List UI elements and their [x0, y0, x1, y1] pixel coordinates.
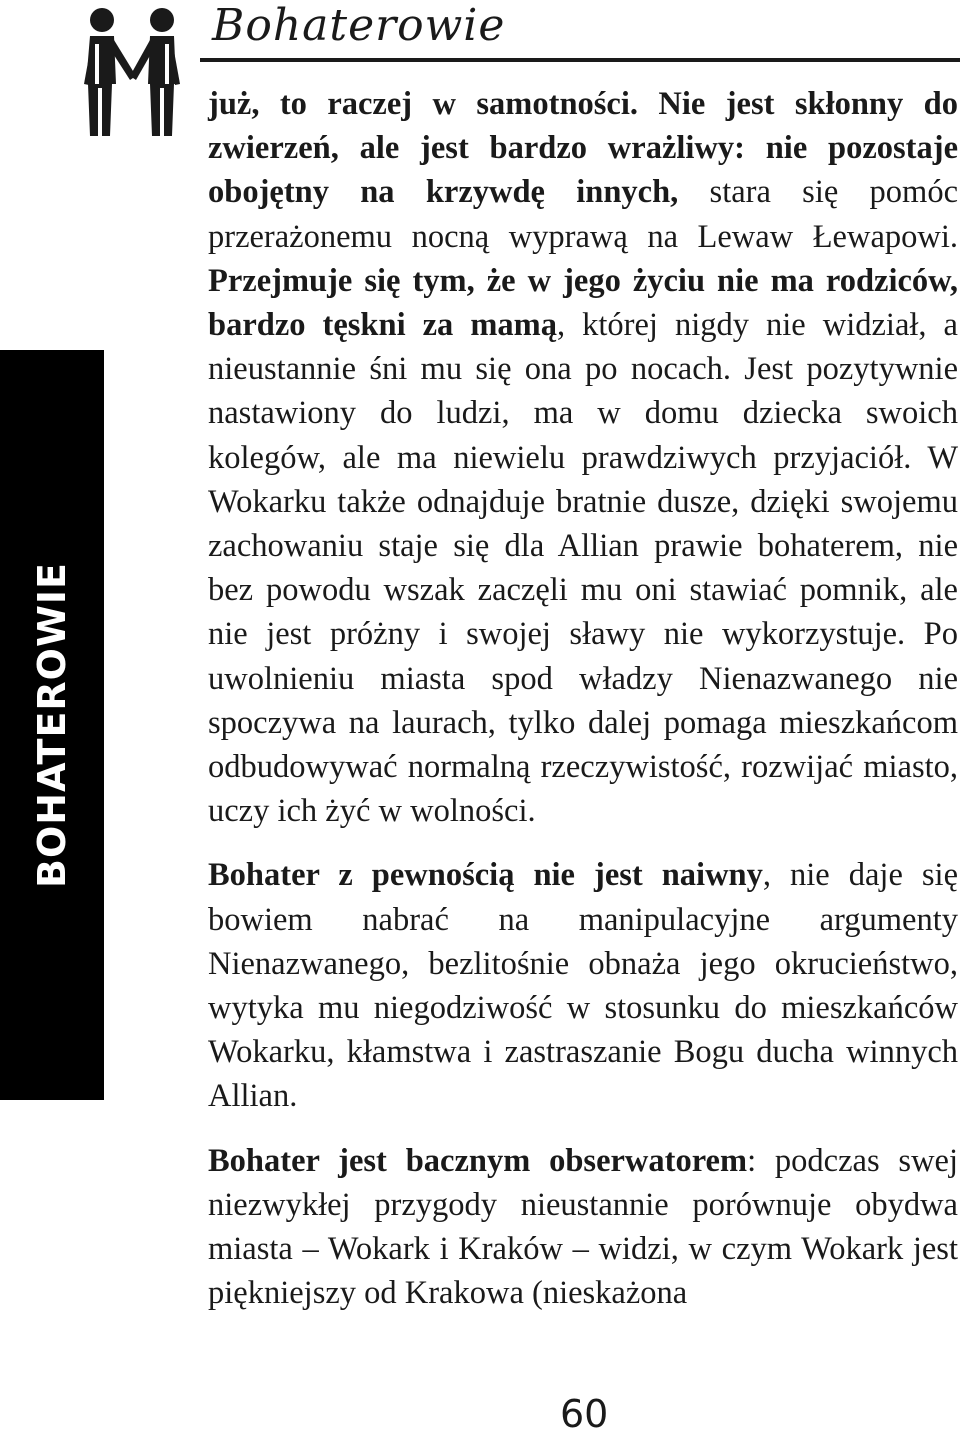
text-segment: Bohater z pewnością nie jest naiwny — [208, 857, 763, 894]
text-segment: , której nigdy nie widział, a nieustannie śni mu się ona po nocach. Jest pozytywnie nastawiony do ludzi, ma w domu dziecka swoich kolegów, ale ma niewielu prawdziwych przyjaciół. W Wokarku także odnajduje bratnie dusze, dzięki swojemu zachowaniu staje się dla Allian prawie bohaterem, nie bez powodu wszak zaczęli mu oni stawiać pomnik, ale nie jest próżny i swojej sławy nie wykorzystuje. Po uwolnieniu miasta spod władzy Nienazwanego nie spoczywa na laurach, tylko dalej pomaga mieszkańcom odbudowywać normalną rzeczywistość, rozwijać miasto, uczy ich żyć w wolności. — [208, 307, 958, 830]
text-segment: , nie daje się bowiem nabrać na manipulacyjne argumenty Nienazwanego, bezlitośnie obnaża jego okrucieństwo, wytyka mu niegodziwość w stosunku do mieszkańców Wokarku, kłamstwa i zastraszanie Bogu ducha winnych Allian. — [208, 857, 958, 1115]
paragraph-1 — [208, 82, 958, 833]
text-segment: stara się pomóc przerażonemu nocną wyprawą na Lewaw Łewapowi. — [208, 174, 958, 255]
text-segment: już, to raczej w samotności. Nie jest skłonny do zwierzeń, ale jest bardzo wrażliwy: nie pozostaje obojętny na krzywdę innych, — [208, 86, 958, 211]
header-rule — [200, 58, 960, 62]
paragraph-3 — [208, 1139, 958, 1316]
side-tab-label: BOHATEROWIE — [30, 562, 74, 888]
text-segment: Bohater jest bacznym obserwatorem — [208, 1142, 748, 1179]
two-children-holding-hands-icon — [80, 4, 190, 140]
body-text — [208, 82, 958, 1315]
section-title: Bohaterowie — [212, 0, 506, 51]
page-number: 60 — [560, 1392, 609, 1436]
text-segment: : podczas swej niezwykłej przygody nieustannie porównuje obydwa miasta – Wokark i Kraków – widzi, w czym Wokark jest piękniejszy od Krakowa (nieskażona — [208, 1142, 958, 1312]
paragraph-2 — [208, 853, 958, 1118]
text-segment: Przejmuje się tym, że w jego życiu nie ma rodziców, bardzo tęskni za mamą — [208, 262, 958, 344]
side-tab — [0, 350, 104, 1100]
